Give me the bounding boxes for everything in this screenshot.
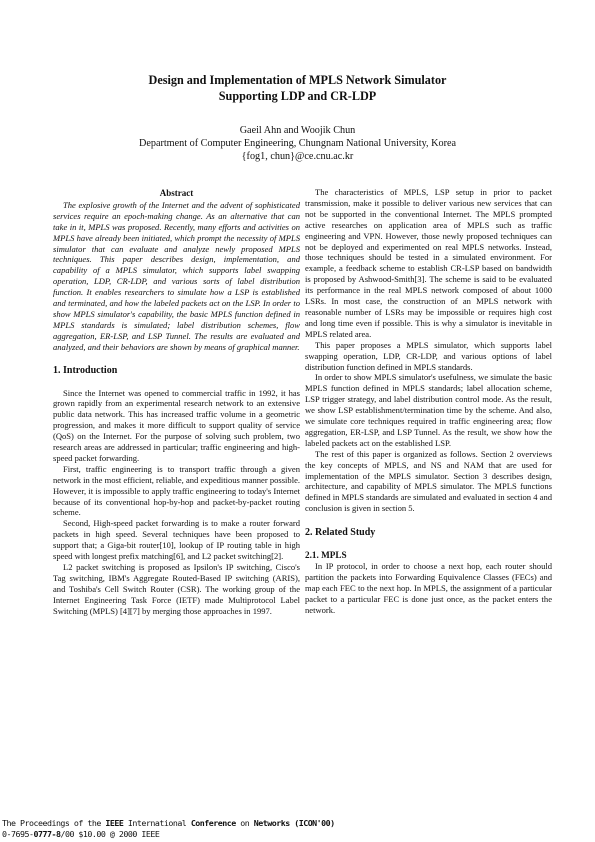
footer-text: on xyxy=(235,818,254,828)
intro-paragraph: Second, High-speed packet forwarding is to make a router forward packets in high speed. Several techniques have been proposed to support that; a Giga-bit router[10], lookup of IP routing table in high speed with longest prefix matching[6], and L2 packet switching[2]. xyxy=(53,518,300,562)
footer-text-bold: Networks (ICON'00) xyxy=(253,818,335,828)
footer-line-2 xyxy=(2,829,335,840)
section-2-1-heading: 2.1. MPLS xyxy=(305,550,347,561)
author-names: Gaeil Ahn and Woojik Chun xyxy=(239,125,356,136)
body-paragraph: In order to show MPLS simulator's usefulness, we simulate the basic MPLS function defined in MPLS standards; label allocation scheme, LSP trigger strategy, and label distribution control mode. As the result, we show LSP establishment/termination time by the scheme. And also, we simulate core techniques required in traffic engineering area; flow aggregation, ER-LSP, and LSP Tunnel. As the result, we show how the labeled packets act on the established LSP. xyxy=(305,372,552,448)
footer-text: /00 $10.00 @ 2000 IEEE xyxy=(60,828,160,839)
footer-text: 0-7695- xyxy=(2,828,34,839)
intro-paragraph: First, traffic engineering is to transport traffic through a given network in the most efficient, reliable, and expeditious manner possible. However, it is impossible to apply traffic engineering to today's Internet because of its conventional hop-by-hop and packet-by-packet routing scheme. xyxy=(53,463,300,518)
intro-paragraph: Since the Internet was opened to commercial traffic in 1992, it has grown rapidly from an experimental research network to an extensive public data network. This has increased traffic volume in a geometric progression, and makes it more difficult to support quality of service (QoS) on the Internet. For the purpose of solving such problem, two research areas are addressed in particular; traffic engineering and high-speed packet forwarding. xyxy=(53,387,300,463)
affiliation: Department of Computer Engineering, Chungnam National University, Korea xyxy=(138,138,457,150)
body-paragraph: The characteristics of MPLS, LSP setup in prior to packet transmission, make it possible to deliver various new services that can not be supported in the conventional Internet. The MPLS prompted active researches on application area of MPLS such as traffic engineering and VPN. However, those newly proposed techniques can not be deployed and experimented on real MPLS networks. Instead, those techniques should be tested in a simulated environment. For example, a feedback scheme to establish CR-LSP based on bandwidth is proposed by Ashwood-Smith[3]. The scheme is said to be evaluated its performance in the real MPLS network composed of about 1000 LSRs. In most case, the construction of an MPLS network with reasonable number of LSRs may be impossible or requires high cost and long time even if possible. This is why a simulator is inevitable in MPLS related area. xyxy=(305,187,552,339)
email: {fog1, chun}@ce.cnu.ac.kr xyxy=(241,151,354,163)
abstract-heading: Abstract xyxy=(159,188,194,198)
left-column xyxy=(53,188,300,617)
footer-text: The Proceedings of the xyxy=(2,818,106,828)
right-column xyxy=(305,187,552,616)
footer-text-bold: Conference xyxy=(190,818,236,828)
paper-title xyxy=(0,72,595,104)
mpls-paragraph: In IP protocol, in order to choose a next hop, each router should partition the packets into Forwarding Equivalence Classes (FECs) and map each FEC to the next hop. In MPLS, the assignment of a particular packet to a particular FEC is done just once, as the packet enters the network. xyxy=(305,561,552,615)
title-line-1: Design and Implementation of MPLS Network Simulator xyxy=(148,73,447,87)
abstract-text: The explosive growth of the Internet and the advent of sophisticated services require an epoch-making change. As an alternative that can take in it, MPLS was proposed. Recently, many efforts and activities on MPLS have already been initiated, which prompt the necessity of MPLS simulator that can evaluate and analyze newly proposed MPLS techniques. This paper describes design, implementation, and capability of a MPLS simulator, which supports label swapping operation, LDP, CR-LDP, and various sorts of label distribution function. It enables researchers to simulate how a LSP is established and terminated, and how the labeled packets act on the LSP. In order to show MPLS simulator's capability, the basic MPLS function defined in MPLS standards is simulated; label distribution schemes, flow aggregation, ER-LSP, and LSP Tunnel. The results are evaluated and analyzed, and their behaviors are shown by means of graphical manner. xyxy=(53,199,300,352)
author-block xyxy=(0,124,595,164)
body-paragraph: The rest of this paper is organized as follows. Section 2 overviews the key concepts of MPLS, and NS and NAM that are used for implementation of the MPLS simulator. Section 3 describes design, architecture, and capability of MPLS simulator. The MPLS functions defined in MPLS standards are simulated and evaluated in section 4 and conclusion is given in section 5. xyxy=(305,448,552,514)
footer-text: International xyxy=(123,818,191,828)
footer-line-1 xyxy=(2,818,335,829)
title-line-2: Supporting LDP and CR-LDP xyxy=(218,89,377,103)
intro-paragraph: L2 packet switching is proposed as Ipsilon's IP switching, Cisco's Tag switching, IBM's Aggregate Routed-Based IP switching (ARIS), and Toshiba's Cell Switch Router (CSR). The working group of the Internet Engineering Task Force (IETF) made Multiprotocol Label Switching (MPLS) [4][7] by merging those approaches in 1997. xyxy=(53,562,300,616)
section-1-heading: 1. Introduction xyxy=(53,364,118,376)
footer xyxy=(2,818,335,839)
footer-text-bold: IEEE xyxy=(105,818,124,828)
body-paragraph: This paper proposes a MPLS simulator, which supports label swapping operation, LDP, CR-LDP, and various options of label distribution function defined in MPLS standards. xyxy=(305,339,552,372)
section-2-heading: 2. Related Study xyxy=(305,527,376,539)
footer-text-bold: 0777-8 xyxy=(33,828,61,839)
